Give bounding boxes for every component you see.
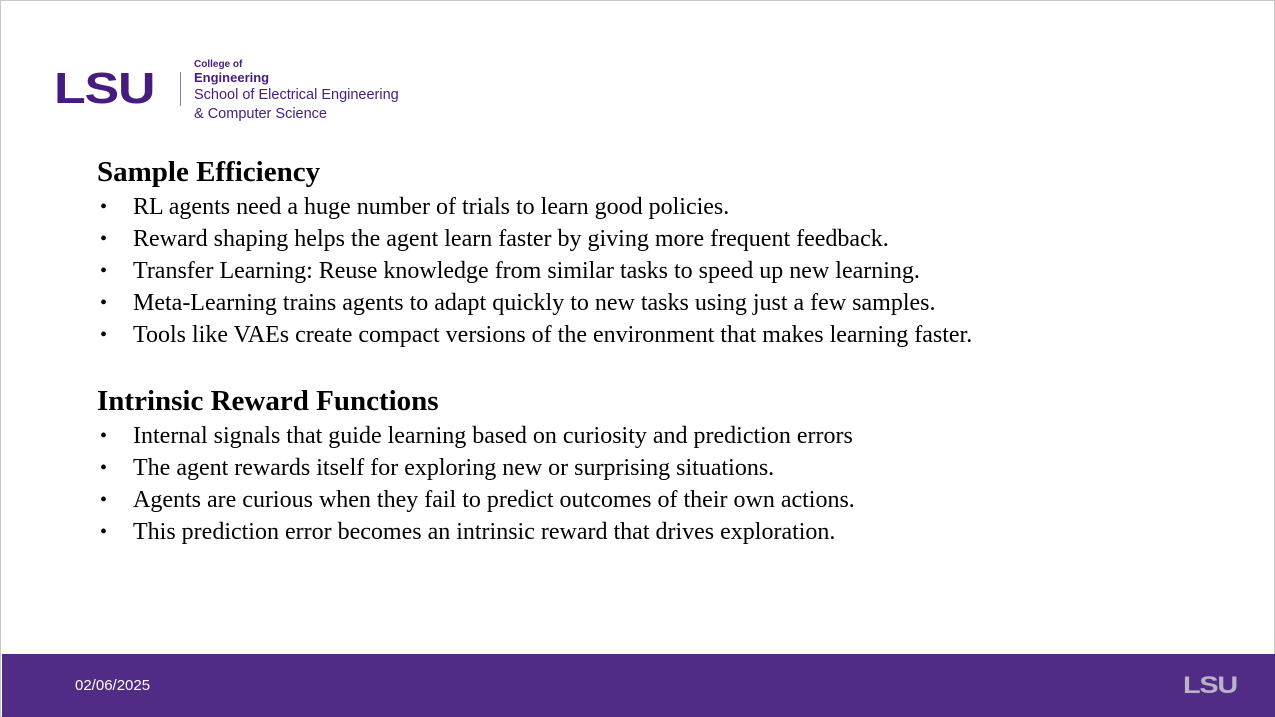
footer-lsu-logo: LSU bbox=[1183, 672, 1237, 699]
bullet-text: This prediction error becomes an intrinsic reward that drives exploration. bbox=[133, 519, 836, 545]
bullet-text: The agent rewards itself for exploring new or surprising situations. bbox=[133, 455, 775, 481]
bullet-item bbox=[97, 223, 1197, 255]
bullet-icon: • bbox=[100, 196, 108, 218]
logo-school-line2: & Computer Science bbox=[194, 106, 327, 122]
bullet-item bbox=[97, 191, 1197, 223]
logo-divider bbox=[180, 72, 181, 106]
bullet-icon: • bbox=[100, 425, 108, 447]
bullet-item bbox=[97, 420, 1197, 452]
footer-bar bbox=[2, 654, 1275, 717]
bullet-text: Transfer Learning: Reuse knowledge from similar tasks to speed up new learning. bbox=[133, 258, 920, 284]
bullet-icon: • bbox=[100, 228, 108, 250]
bullet-item bbox=[97, 255, 1197, 287]
logo-engineering: Engineering bbox=[194, 70, 270, 85]
footer-date: 02/06/2025 bbox=[75, 677, 151, 694]
bullet-icon: • bbox=[100, 292, 108, 314]
bullet-icon: • bbox=[100, 260, 108, 282]
bullet-icon: • bbox=[100, 521, 108, 543]
bullet-item bbox=[97, 452, 1197, 484]
section-heading: Intrinsic Reward Functions bbox=[97, 385, 439, 417]
section-heading: Sample Efficiency bbox=[97, 156, 321, 188]
bullet-item bbox=[97, 319, 1197, 351]
bullet-text: Reward shaping helps the agent learn faster by giving more frequent feedback. bbox=[133, 226, 889, 252]
bullet-list bbox=[97, 191, 1197, 351]
bullet-icon: • bbox=[100, 489, 108, 511]
bullet-icon: • bbox=[100, 457, 108, 479]
bullet-text: Tools like VAEs create compact versions of the environment that makes learning faster. bbox=[133, 322, 973, 348]
slide-content bbox=[97, 153, 1197, 548]
bullet-icon: • bbox=[100, 324, 108, 346]
logo-text bbox=[194, 59, 399, 124]
section-sample-efficiency bbox=[97, 153, 1197, 351]
bullet-item bbox=[97, 287, 1197, 319]
bullet-text: Meta-Learning trains agents to adapt quickly to new tasks using just a few samples. bbox=[133, 290, 936, 316]
bullet-text: Agents are curious when they fail to predict outcomes of their own actions. bbox=[133, 487, 855, 513]
bullet-text: RL agents need a huge number of trials to learn good policies. bbox=[133, 194, 730, 220]
bullet-text: Internal signals that guide learning based on curiosity and prediction errors bbox=[133, 423, 853, 449]
lsu-logo-mark: LSU bbox=[54, 64, 155, 113]
bullet-item bbox=[97, 484, 1197, 516]
logo-school-line1: School of Electrical Engineering bbox=[194, 87, 399, 103]
section-intrinsic-reward-functions bbox=[97, 382, 1197, 548]
bullet-list bbox=[97, 420, 1197, 548]
bullet-item bbox=[97, 516, 1197, 548]
logo-college-of: College of bbox=[194, 59, 243, 70]
